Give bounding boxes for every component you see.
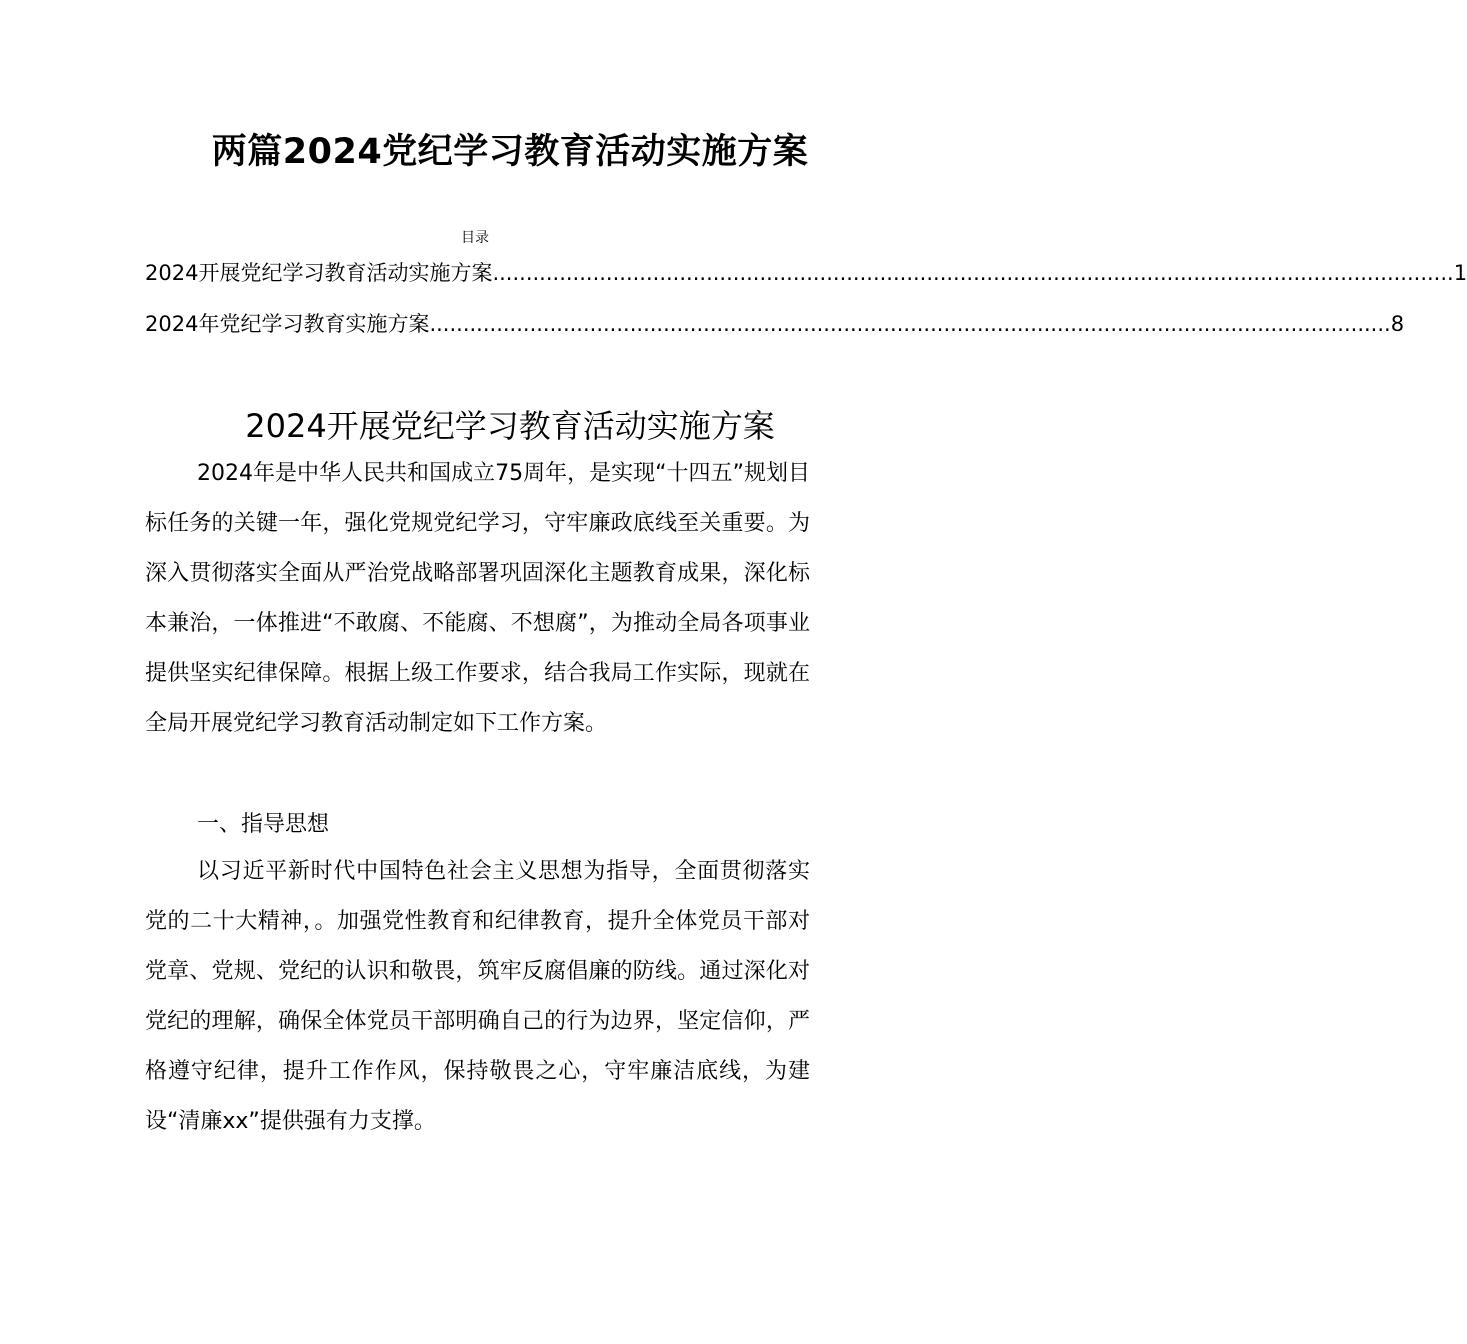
section-title: 2024开展党纪学习教育活动实施方案 xyxy=(245,407,775,445)
toc-entry-page: 1 xyxy=(1453,261,1467,285)
body-paragraph: 2024年是中华人民共和国成立75周年，是实现“十四五”规划目标任务的关键一年，强化党规党纪学习，守牢廉政底线至关重要。为深入贯彻落实全面从严治党战略部署巩固深化主题教育成果，深化标本兼治，一体推进“不敢腐、不能腐、不想腐”，为推动全局各项事业提供坚实纪律保障。根据上级工作要求，结合我局工作实际，现就在全局开展党纪学习教育活动制定如下工作方案。 xyxy=(145,461,810,736)
toc-leader-dots: ................................................................................................................................................ xyxy=(492,261,1454,285)
toc-entry-page: 8 xyxy=(1390,312,1405,336)
section-subheading: 一、指导思想 xyxy=(197,812,330,837)
body-paragraph: 以习近平新时代中国特色社会主义思想为指导，全面贯彻落实党的二十大精神，。加强党性教育和纪律教育，提升全体党员干部对党章、党规、党纪的认识和敬畏，筑牢反腐倡廉的防线。通过深化对党纪的理解，确保全体党员干部明确自己的行为边界，坚定信仰，严格遵守纪律，提升工作作风，保持敬畏之心，守牢廉洁底线，为建设“清廉xx”提供强有力支撑。 xyxy=(145,859,810,1134)
toc-entry[interactable] xyxy=(145,258,1467,288)
toc-entry[interactable] xyxy=(145,309,1405,339)
document-title: 两篇2024党纪学习教育活动实施方案 xyxy=(211,132,809,172)
toc-heading: 目录 xyxy=(461,230,489,246)
toc-leader-dots: ................................................................................................................................................ xyxy=(429,312,1391,336)
toc-entry-text: 2024开展党纪学习教育活动实施方案 xyxy=(145,261,493,285)
toc-entry-text: 2024年党纪学习教育实施方案 xyxy=(145,312,430,336)
